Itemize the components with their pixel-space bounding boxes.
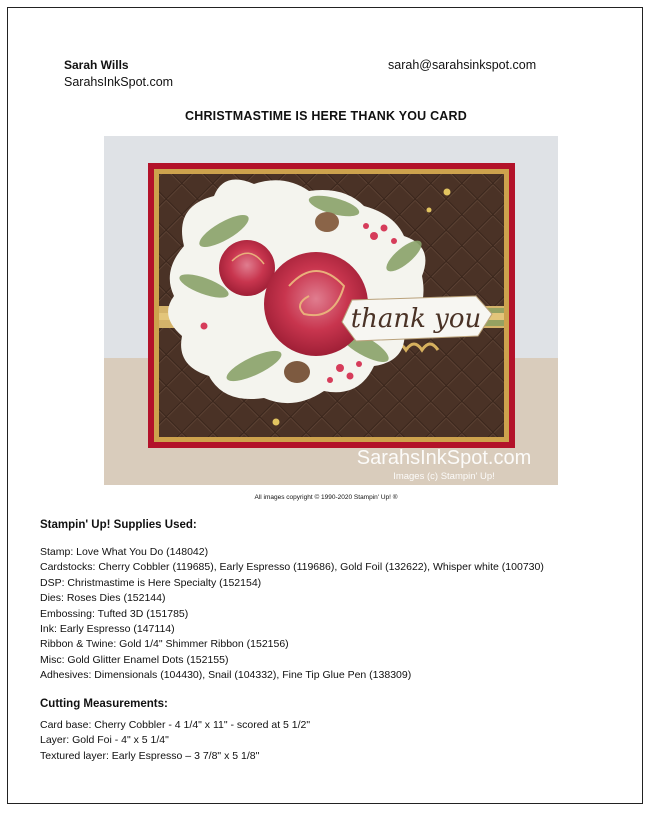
card-illustration: [104, 136, 558, 485]
watermark-main: SarahsInkSpot.com: [356, 447, 532, 469]
supplies-list: [40, 545, 544, 684]
page-title: CHRISTMASTIME IS HERE THANK YOU CARD: [185, 109, 467, 123]
author-website: SarahsInkSpot.com: [64, 75, 174, 89]
supply-item: Cardstocks: Cherry Cobbler (119685), Early Espresso (119686), Gold Foil (132622), Whisper white (100730): [40, 561, 544, 574]
supply-item: Ink: Early Espresso (147114): [40, 623, 175, 636]
supply-item: Dies: Roses Dies (152144): [40, 592, 166, 605]
card-photo: [104, 136, 558, 485]
gold-dot: [444, 189, 451, 196]
pine-cone: [284, 361, 310, 383]
supply-item: Embossing: Tufted 3D (151785): [40, 607, 189, 620]
cutting-heading: Cutting Measurements:: [40, 698, 168, 710]
supplies-heading: Stampin' Up! Supplies Used:: [40, 519, 197, 531]
supply-item: Adhesives: Dimensionals (104430), Snail (104332), Fine Tip Glue Pen (138309): [40, 669, 412, 682]
supply-item: Stamp: Love What You Do (148042): [40, 546, 209, 558]
cutting-list: [40, 718, 310, 764]
cutting-item: Layer: Gold Foi - 4" x 5 1/4": [40, 734, 169, 747]
gold-dot: [427, 208, 432, 213]
supply-item: Misc: Gold Glitter Enamel Dots (152155): [40, 653, 229, 666]
pine-cone: [315, 212, 339, 232]
supply-item: DSP: Christmastime is Here Specialty (152154): [40, 576, 262, 589]
watermark-sub: Images (c) Stampin' Up!: [393, 471, 495, 482]
small-rose: [219, 240, 275, 296]
cutting-item: Card base: Cherry Cobbler - 4 1/4" x 11" - scored at 5 1/2": [40, 719, 311, 731]
gold-dot: [273, 419, 280, 426]
author-email: sarah@sarahsinkspot.com: [388, 58, 537, 72]
author-name: Sarah Wills: [64, 58, 129, 72]
supply-item: Ribbon & Twine: Gold 1/4" Shimmer Ribbon (152156): [40, 638, 289, 651]
cutting-item: Textured layer: Early Espresso – 3 7/8" x 5 1/8": [40, 749, 260, 762]
sentiment-text: thank you: [350, 304, 482, 334]
copyright-notice: All images copyright © 1990-2020 Stampin' Up! ®: [254, 494, 398, 501]
